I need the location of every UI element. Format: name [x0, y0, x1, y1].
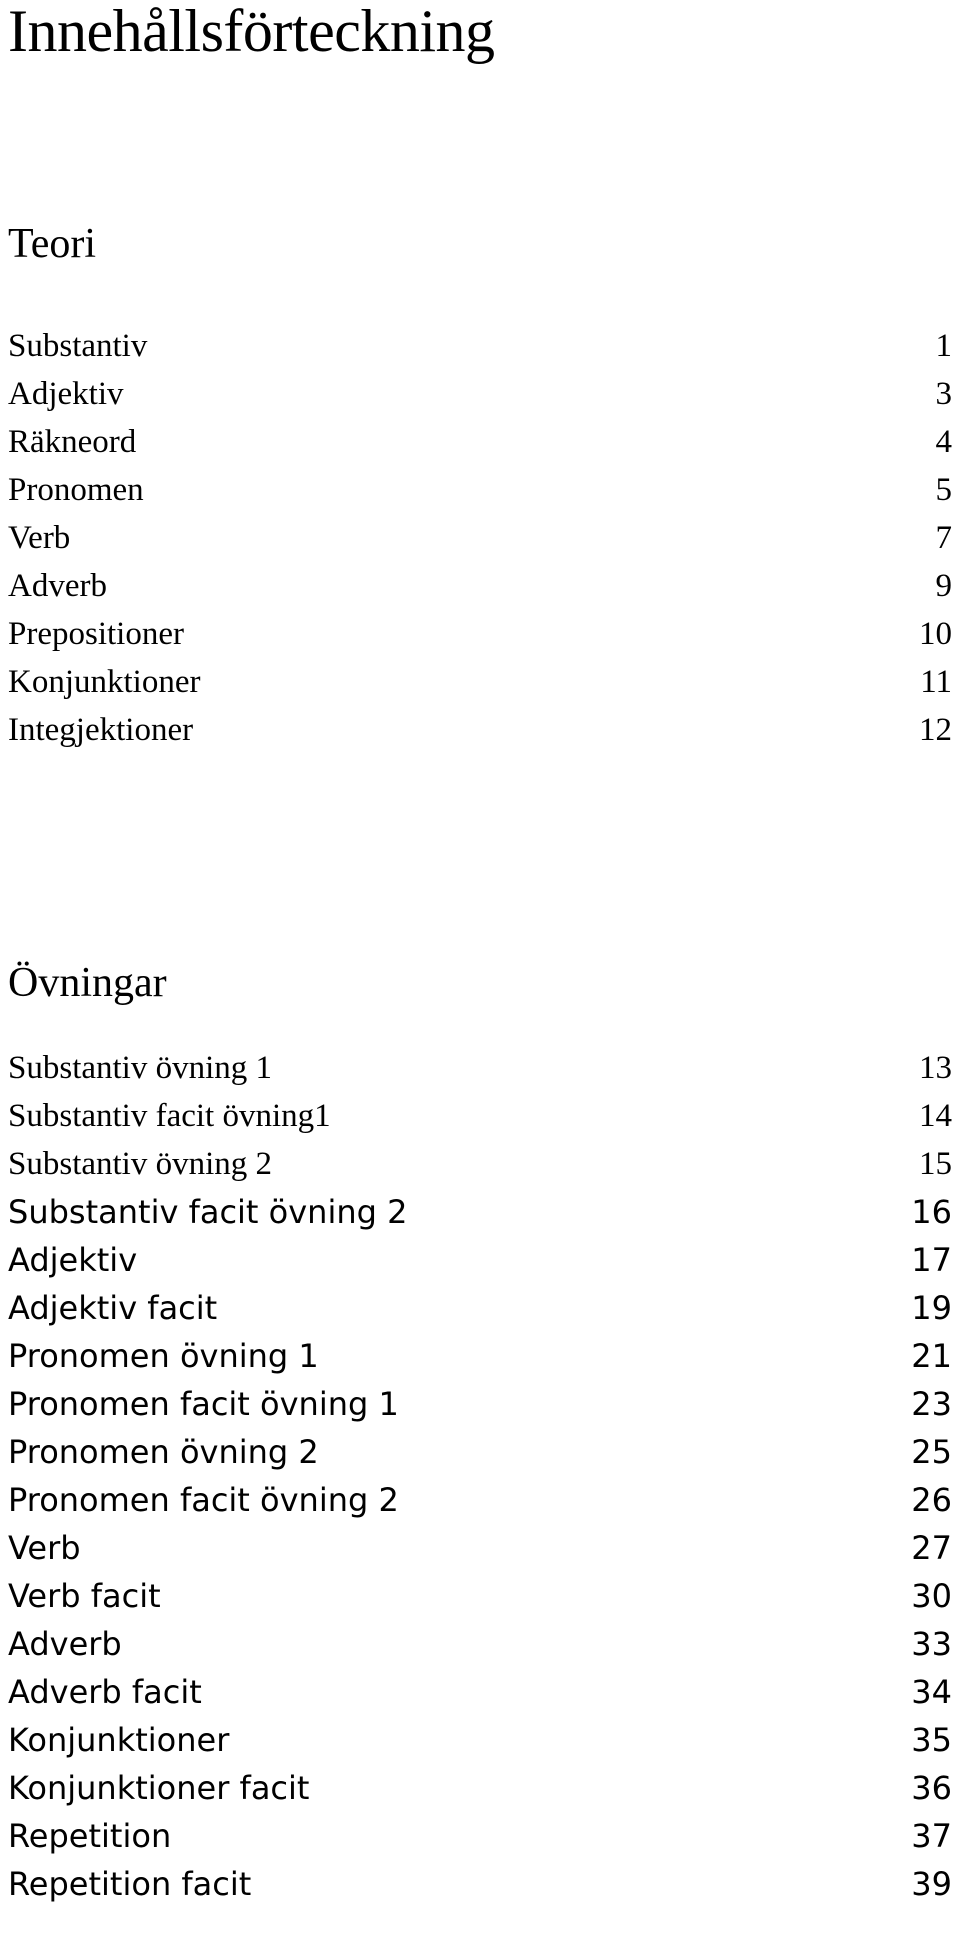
section-heading-teori: Teori	[8, 221, 97, 267]
toc-entry	[8, 322, 952, 370]
toc-entry	[8, 1860, 952, 1908]
toc-entry-page-number: 16	[911, 1193, 952, 1231]
page-title: Innehållsförteckning	[8, 0, 495, 64]
toc-entry	[8, 1332, 952, 1380]
toc-entry	[8, 1716, 952, 1764]
toc-entry	[8, 1092, 952, 1140]
toc-entry	[8, 1284, 952, 1332]
toc-entry-page-number: 34	[911, 1673, 952, 1711]
toc-entry-label: Pronomen övning 1	[8, 1337, 319, 1375]
toc-entry-label: Substantiv facit övning1	[8, 1098, 331, 1134]
toc-entry	[8, 514, 952, 562]
toc-entry-label: Pronomen facit övning 2	[8, 1481, 399, 1519]
toc-entry	[8, 1044, 952, 1092]
toc-entry-label: Verb	[8, 520, 71, 556]
toc-entry-page-number: 12	[919, 712, 952, 748]
toc-entry-page-number: 23	[911, 1385, 952, 1423]
toc-entry-page-number: 3	[935, 376, 952, 412]
toc-entry-label: Substantiv	[8, 328, 148, 364]
toc-entry-page-number: 30	[911, 1577, 952, 1615]
toc-entry-page-number: 5	[935, 472, 952, 508]
toc-entry-label: Integjektioner	[8, 712, 194, 748]
toc-entry-page-number: 33	[911, 1625, 952, 1663]
toc-entry-label: Pronomen facit övning 1	[8, 1385, 399, 1423]
toc-entry-label: Räkneord	[8, 424, 137, 460]
toc-entry-page-number: 37	[911, 1817, 952, 1855]
toc-entry	[8, 1188, 952, 1236]
toc-entry	[8, 418, 952, 466]
toc-entry	[8, 1236, 952, 1284]
toc-entry	[8, 1812, 952, 1860]
toc-entry-page-number: 13	[919, 1050, 952, 1086]
toc-entry-label: Adjektiv	[8, 1241, 138, 1279]
toc-list-teori	[8, 322, 952, 754]
toc-entry-label: Prepositioner	[8, 616, 184, 652]
toc-entry-page-number: 7	[935, 520, 952, 556]
toc-entry	[8, 1140, 952, 1188]
toc-entry	[8, 1572, 952, 1620]
toc-entry-page-number: 39	[911, 1865, 952, 1903]
toc-entry	[8, 1620, 952, 1668]
toc-entry-label: Konjunktioner	[8, 1721, 230, 1759]
toc-entry-label: Konjunktioner	[8, 664, 201, 700]
toc-entry-label: Konjunktioner facit	[8, 1769, 310, 1807]
toc-entry-page-number: 4	[935, 424, 952, 460]
toc-entry	[8, 1428, 952, 1476]
toc-entry-page-number: 36	[911, 1769, 952, 1807]
toc-entry-page-number: 21	[911, 1337, 952, 1375]
toc-entry-page-number: 26	[911, 1481, 952, 1519]
toc-entry	[8, 562, 952, 610]
toc-entry	[8, 1524, 952, 1572]
toc-entry-label: Adjektiv	[8, 376, 124, 412]
toc-entry-label: Verb	[8, 1529, 81, 1567]
toc-entry-label: Adverb	[8, 568, 107, 604]
section-heading-ovningar: Övningar	[8, 960, 167, 1006]
toc-entry	[8, 610, 952, 658]
toc-entry-label: Substantiv övning 2	[8, 1146, 273, 1182]
toc-entry-page-number: 35	[911, 1721, 952, 1759]
toc-entry-page-number: 15	[919, 1146, 952, 1182]
toc-entry-label: Verb facit	[8, 1577, 161, 1615]
toc-entry-label: Repetition facit	[8, 1865, 252, 1903]
toc-entry-page-number: 11	[920, 664, 952, 700]
toc-entry-page-number: 17	[911, 1241, 952, 1279]
toc-entry-label: Repetition	[8, 1817, 172, 1855]
toc-entry-label: Substantiv facit övning 2	[8, 1193, 408, 1231]
toc-entry	[8, 370, 952, 418]
toc-entry	[8, 658, 952, 706]
toc-entry	[8, 1476, 952, 1524]
toc-entry-page-number: 1	[935, 328, 952, 364]
toc-entry-page-number: 14	[919, 1098, 952, 1134]
toc-entry-label: Substantiv övning 1	[8, 1050, 273, 1086]
toc-entry-label: Adjektiv facit	[8, 1289, 218, 1327]
toc-entry	[8, 1380, 952, 1428]
toc-entry-page-number: 19	[911, 1289, 952, 1327]
toc-entry-label: Pronomen	[8, 472, 144, 508]
toc-entry-label: Pronomen övning 2	[8, 1433, 319, 1471]
toc-entry	[8, 1668, 952, 1716]
toc-entry-label: Adverb facit	[8, 1673, 202, 1711]
toc-entry	[8, 706, 952, 754]
toc-entry	[8, 1764, 952, 1812]
toc-list-ovningar	[8, 1044, 952, 1908]
toc-entry	[8, 466, 952, 514]
toc-entry-page-number: 9	[935, 568, 952, 604]
toc-entry-page-number: 25	[911, 1433, 952, 1471]
toc-entry-page-number: 10	[919, 616, 952, 652]
toc-entry-page-number: 27	[911, 1529, 952, 1567]
toc-entry-label: Adverb	[8, 1625, 122, 1663]
